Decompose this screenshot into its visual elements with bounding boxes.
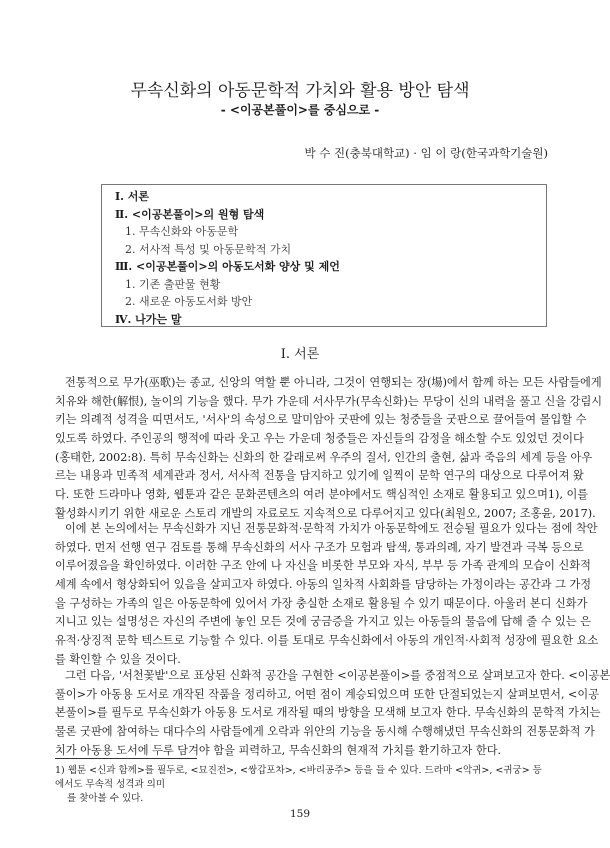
paragraph-line: 이루어졌음을 확인하였다. 이러한 구조 안에 나 자신을 비롯한 부모와 자식, 부부 등 가족 관계의 모습이 신화적	[55, 559, 591, 573]
body-paragraph	[55, 667, 610, 760]
toc-item: 1. 무속신화와 아동문학	[125, 225, 239, 238]
body-paragraph	[55, 520, 599, 670]
paragraph-line: 르는 내용과 민족적 세계관과 정서, 서사적 전통을 담지하고 있기에 일찍이 문학 연구의 대상으로 다루어져 왔	[55, 469, 584, 483]
toc-item: Ⅱ. <이공본풀이>의 원형 탐색	[115, 207, 265, 221]
paragraph-line: 유적·상징적 문학 텍스트로 기능할 수 있다. 이를 토대로 무속신화에서 아동의 개인적·사회적 성장에 필요한 요소	[55, 634, 599, 648]
footnote-line: 를 찾아볼 수 있다.	[67, 793, 144, 804]
paragraph-line: 물론 굿판에 참여하는 대다수의 사람들에게 오락과 위안의 기능을 동시해 수행해냈던 무속신화의 전통문화적 가	[55, 725, 595, 739]
paragraph-line: 활성화시키기 위한 새로운 스토리 개발의 자료로도 지속적으로 다루어지고 있다(최원오, 2007; 조홍윤, 2017).	[55, 506, 596, 520]
footnote	[55, 764, 548, 806]
paragraph-line: (홍태한, 2002:8). 특히 무속신화는 신화의 한 갈래로써 우주의 질서, 인간의 출현, 삶과 죽음의 세계 등을 아우	[55, 450, 593, 464]
toc-item: 2. 서사적 특성 및 아동문학적 가치	[125, 242, 292, 256]
toc-item: 1. 기존 출판물 현황	[125, 277, 221, 291]
section-heading: Ⅰ. 서론	[280, 347, 320, 362]
toc-item: Ⅰ. 서론	[115, 190, 150, 203]
paragraph-line: 치가 아동용 도서에 두루 담겨야 함을 피력하고, 무속신화의 현재적 가치를 환기하고자 한다.	[55, 743, 502, 757]
page-number: 159	[289, 808, 311, 820]
footnote-divider	[55, 758, 197, 759]
footnote-line: 1) 웹툰 <신과 함께>를 필두로, <묘진전>, <쌍갑포차>, <바리공주> 등을 들 수 있다. 드라마 <악귀>, <귀궁> 등에서도 무속적 성격과 의미	[55, 765, 542, 790]
paragraph-line: 세계 속에서 형상화되어 있음을 살피고자 하였다. 아동의 일차적 사회화를 담당하는 가정이라는 공간과 그 가정	[55, 578, 592, 592]
paper-title: 무속신화의 아동문학적 가치와 활용 방안 탐색	[130, 81, 470, 101]
paragraph-line: 있도록 하였다. 주인공의 행적에 따라 웃고 우는 가운데 청중들은 자신들의 감정을 해소할 수도 있었던 것이다	[55, 432, 584, 446]
paragraph-line: 하였다. 먼저 선행 연구 검토를 통해 무속신화의 서사 구조가 모험과 탐색, 통과의례, 자기 발견과 극복 등으로	[55, 540, 584, 554]
paragraph-line: 지니고 있는 설명성은 자신의 주변에 놓인 모든 것에 궁금증을 가지고 있는 아동들의 물음에 답해 줄 수 있는 은	[55, 615, 591, 629]
table-of-contents	[101, 184, 547, 327]
paragraph-line: 전통적으로 무가(巫歌)는 종교, 신앙의 역할 뿐 아니라, 그것이 연행되는 장(場)에서 함께 하는 모든 사람들에게	[65, 376, 602, 389]
paragraph-line: 치유와 해한(解恨), 놀이의 기능을 했다. 무가 가운데 서사무가(무속신화)는 무당이 신의 내력을 풀고 신을 강림시	[55, 394, 603, 408]
paper-subtitle: - <이공본풀이>를 중심으로 -	[220, 103, 380, 117]
body-paragraph	[55, 374, 603, 524]
toc-item: 2. 새로운 아동도서화 방안	[125, 295, 253, 308]
paragraph-line: 키는 의례적 성격을 띠면서도, '서사'의 속성으로 말미암아 굿판에 있는 청중들을 굿판으로 끌어들여 몰입할 수	[55, 413, 587, 427]
paragraph-line: 그런 다음, '서천꽃밭'으로 표상된 신화적 공간을 구현한 <이공본풀이>를 중점적으로 살펴보고자 한다. <이공본	[65, 669, 610, 682]
paragraph-line: 풀이>가 아동용 도서로 개작된 작품을 정리하고, 어떤 점이 계승되었으며 또한 단절되었는지 살펴보면서, <이공	[55, 687, 600, 701]
toc-item: Ⅳ. 나가는 말	[115, 312, 182, 326]
paragraph-line: 을 구성하는 가족의 일은 아동문학에 있어서 가장 충실한 소재로 활용될 수 있기 때문이다. 아울러 본디 신화가	[55, 596, 588, 610]
authors: 박 수 진(충북대학교) · 임 이 랑(한국과학기술원)	[304, 146, 548, 160]
toc-item: Ⅲ. <이공본풀이>의 아동도서화 양상 및 제언	[115, 260, 340, 273]
paragraph-line: 를 확인할 수 있을 것이다.	[55, 652, 181, 666]
paragraph-line: 이에 본 논의에서는 무속신화가 지닌 전통문화적·문학적 가치가 아동문학에도 전승될 필요가 있다는 점에 착안	[65, 522, 598, 535]
paragraph-line: 본풀이>를 필두로 무속신화가 아동용 도서로 개작될 때의 방향을 모색해 보고자 한다. 무속신화의 문학적 가치는	[55, 706, 601, 720]
paragraph-line: 다. 또한 드라마나 영화, 웹툰과 같은 문화콘텐츠의 여러 분야에서도 핵심적인 소재로 활용되고 있으며1), 이를	[55, 488, 589, 502]
